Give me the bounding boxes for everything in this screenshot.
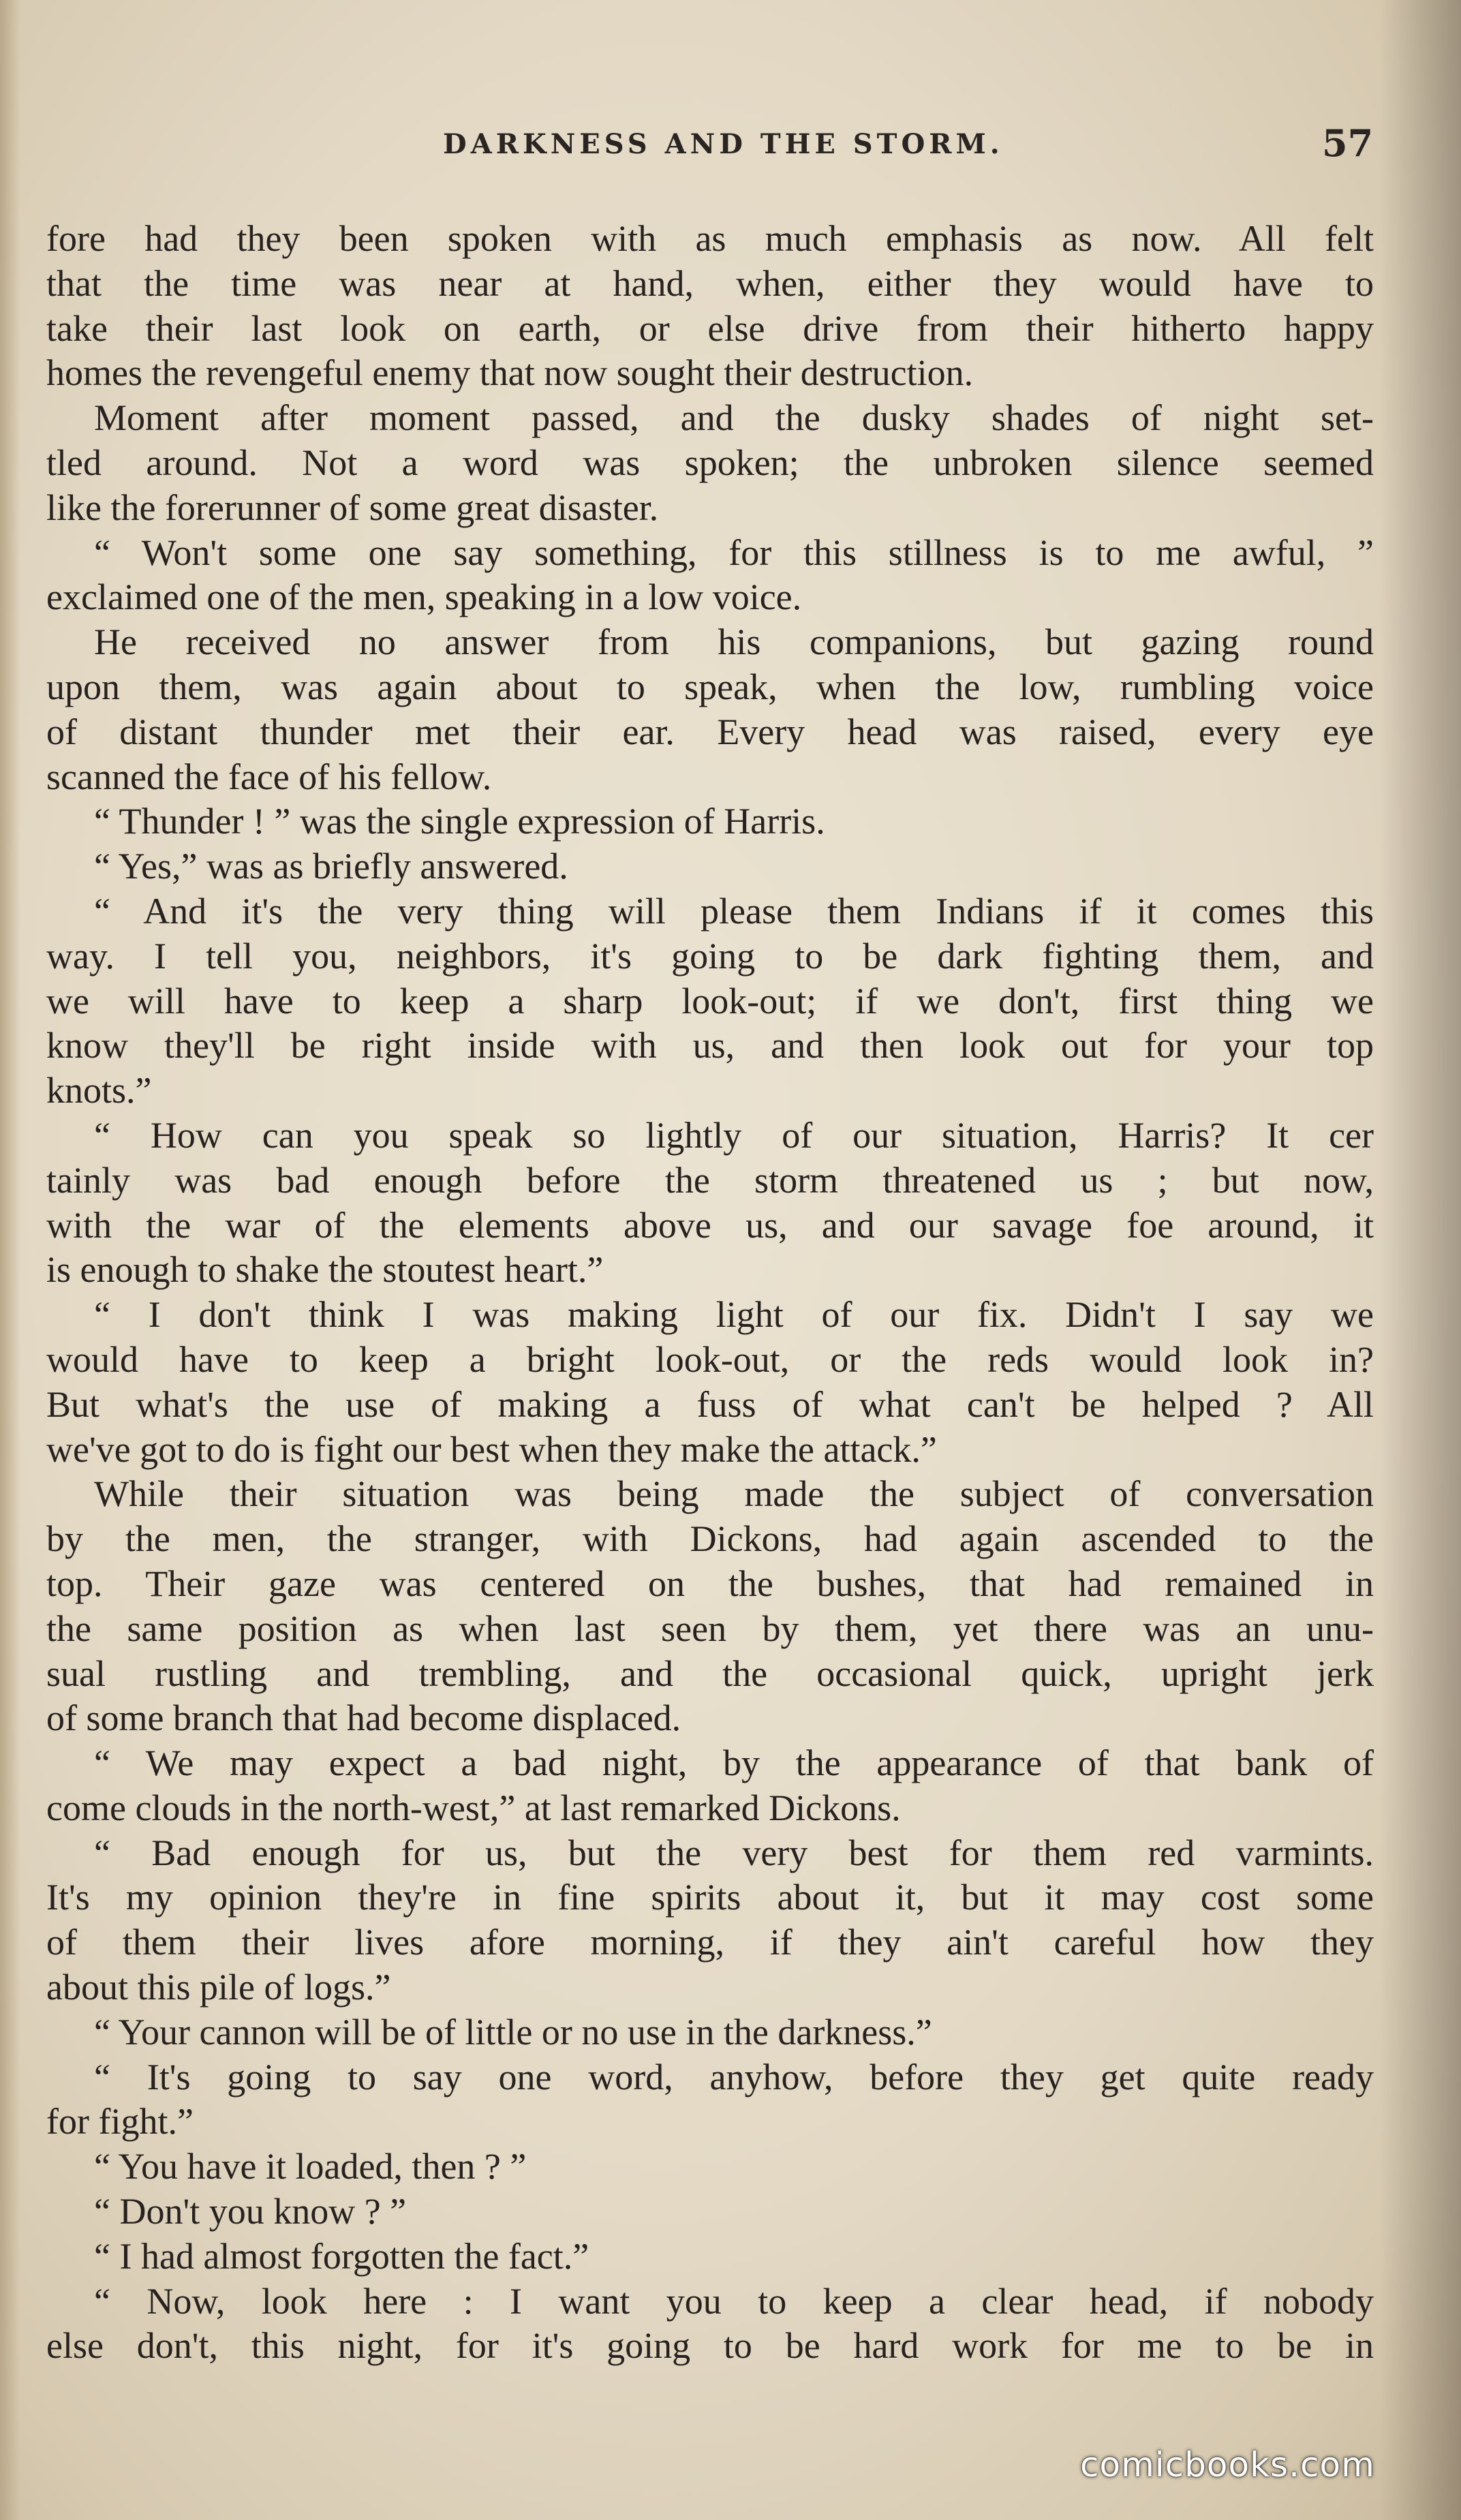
text-line: we will have to keep a sharp look-out; if we don't, first thing we bbox=[46, 980, 1374, 1021]
text-line: knots.” bbox=[46, 1070, 152, 1111]
text-line: exclaimed one of the men, speaking in a low voice. bbox=[46, 577, 802, 618]
text-line: take their last look on earth, or else drive from their hitherto happy bbox=[46, 307, 1374, 349]
text-line: “ Your cannon will be of little or no use in the darkness.” bbox=[94, 2011, 932, 2053]
text-line: way. I tell you, neighbors, it's going to be dark fighting them, and bbox=[46, 935, 1374, 977]
text-line: with the war of the elements above us, and our savage foe around, it bbox=[46, 1204, 1374, 1246]
text-line: “ We may expect a bad night, by the appearance of that bank of bbox=[94, 1742, 1374, 1784]
text-line: else don't, this night, for it's going to be hard work for me to be in bbox=[46, 2325, 1374, 2367]
text-line: “ Thunder ! ” was the single expression of Harris. bbox=[94, 801, 825, 842]
text-line: “ I had almost forgotten the fact.” bbox=[94, 2235, 589, 2277]
text-line: know they'll be right inside with us, and then look out for your top bbox=[46, 1025, 1374, 1066]
text-line: He received no answer from his companions, but gazing round bbox=[94, 621, 1374, 663]
running-head bbox=[0, 121, 1461, 169]
text-line: tled around. Not a word was spoken; the unbroken silence seemed bbox=[46, 442, 1374, 483]
text-line: tainly was bad enough before the storm threatened us ; but now, bbox=[46, 1159, 1374, 1201]
text-line: that the time was near at hand, when, either they would have to bbox=[46, 262, 1374, 304]
text-line: of some branch that had become displaced. bbox=[46, 1697, 681, 1739]
text-line: “ Now, look here : I want you to keep a clear head, if nobody bbox=[94, 2280, 1374, 2322]
text-line: fore had they been spoken with as much emphasis as now. All felt bbox=[46, 218, 1374, 259]
text-line: is enough to shake the stoutest heart.” bbox=[46, 1249, 604, 1291]
text-line: “ Won't some one say something, for this stillness is to me awful, ” bbox=[94, 532, 1374, 573]
text-line: of them their lives afore morning, if they ain't careful how they bbox=[46, 1922, 1374, 1963]
text-line: sual rustling and trembling, and the occasional quick, upright jerk bbox=[46, 1653, 1374, 1694]
text-line: the same position as when last seen by them, yet there was an unu- bbox=[46, 1608, 1374, 1649]
text-line: would have to keep a bright look-out, or the reds would look in? bbox=[46, 1338, 1374, 1380]
text-line: “ You have it loaded, then ? ” bbox=[94, 2146, 527, 2187]
page-number: 57 bbox=[1322, 121, 1374, 165]
text-line: homes the revengeful enemy that now sought their destruction. bbox=[46, 352, 974, 394]
text-line: by the men, the stranger, with Dickons, had again ascended to the bbox=[46, 1518, 1374, 1560]
running-title: DARKNESS AND THE STORM. bbox=[443, 128, 1004, 160]
page-edge-shadow bbox=[1379, 0, 1461, 2520]
body-text bbox=[46, 217, 1374, 2369]
site-watermark: comicbooks.com bbox=[1080, 2445, 1375, 2485]
text-line: “ How can you speak so lightly of our situation, Harris? It cer bbox=[94, 1114, 1374, 1156]
text-line: we've got to do is fight our best when they make the attack.” bbox=[46, 1428, 937, 1470]
page-gutter-edge bbox=[0, 0, 20, 2520]
text-line: “ And it's the very thing will please them Indians if it comes this bbox=[94, 890, 1374, 932]
text-line: “ Yes,” was as briefly answered. bbox=[94, 846, 568, 887]
text-line: about this pile of logs.” bbox=[46, 1967, 391, 2008]
text-line: top. Their gaze was centered on the bushes, that had remained in bbox=[46, 1563, 1374, 1604]
text-line: of distant thunder met their ear. Every head was raised, every eye bbox=[46, 711, 1374, 752]
text-line: Moment after moment passed, and the dusky shades of night set- bbox=[94, 397, 1374, 439]
text-line: scanned the face of his fellow. bbox=[46, 756, 492, 797]
text-line: “ It's going to say one word, anyhow, before they get quite ready bbox=[94, 2056, 1374, 2098]
text-line: While their situation was being made the subject of conversation bbox=[94, 1473, 1374, 1515]
text-line: It's my opinion they're in fine spirits about it, but it may cost some bbox=[46, 1877, 1374, 1918]
text-line: like the forerunner of some great disaster. bbox=[46, 487, 659, 528]
text-line: for fight.” bbox=[46, 2101, 194, 2142]
text-line: “ I don't think I was making light of our fix. Didn't I say we bbox=[94, 1294, 1374, 1336]
text-line: upon them, was again about to speak, when the low, rumbling voice bbox=[46, 666, 1374, 707]
text-line: come clouds in the north-west,” at last remarked Dickons. bbox=[46, 1787, 901, 1828]
text-line: “ Bad enough for us, but the very best for them red varmints. bbox=[94, 1832, 1374, 1873]
text-line: But what's the use of making a fuss of what can't be helped ? All bbox=[46, 1383, 1374, 1425]
text-line: “ Don't you know ? ” bbox=[94, 2191, 407, 2232]
